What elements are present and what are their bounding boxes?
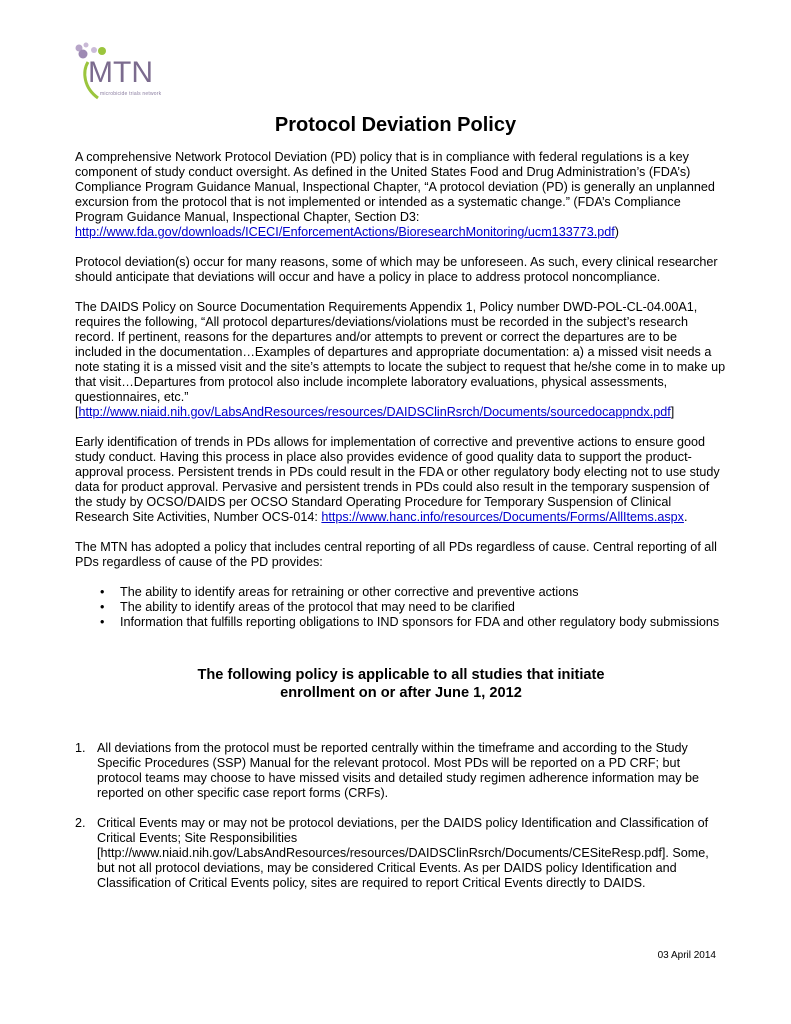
hanc-link[interactable]: https://www.hanc.info/resources/Documents/Forms/AllItems.aspx bbox=[321, 510, 684, 524]
paragraph-5: The MTN has adopted a policy that includes central reporting of all PDs regardless of cause. Central reporting of all PDs regardless of cause of the PD provides: bbox=[75, 540, 717, 569]
subheading-line-2: enrollment on or after June 1, 2012 bbox=[280, 685, 522, 701]
paragraph-2: Protocol deviation(s) occur for many reasons, some of which may be unforeseen. As such, every clinical researcher should anticipate that deviations will occur and have a policy in place to address protocol noncompliance. bbox=[75, 255, 718, 284]
list-item-text: The ability to identify areas for retraining or other corrective and preventive actions bbox=[120, 585, 579, 599]
paragraph-1-text: A comprehensive Network Protocol Deviation (PD) policy that is in compliance with federal regulations is a key component of study conduct oversight. As defined in the United States Food and Drug Administration’s (FDA’s) Compliance Program Guidance Manual, Inspectional Chapter, “A protocol deviation (PD) is generally an unplanned excursion from the protocol that is not implemented or intended as a systematic change.” (FDA’s Compliance Program Guidance Manual, Inspectional Chapter, Section D3: bbox=[75, 150, 715, 224]
paragraph-3-open-bracket: [ bbox=[75, 405, 79, 419]
list-item bbox=[75, 615, 727, 630]
numbered-item-text: All deviations from the protocol must be reported centrally within the timeframe and according to the Study Specific Procedures (SSP) Manual for the relevant protocol. Most PDs will be reported on a PD CRF; but protocol teams may choose to have missed visits and detailed study regimen adherence information may be reported on other specific case report forms (CRFs). bbox=[97, 741, 700, 800]
footer-date: 03 April 2014 bbox=[657, 950, 716, 961]
item-number: 1. bbox=[75, 741, 86, 755]
logo-subtitle: microbicide trials network bbox=[100, 91, 162, 97]
policy-subheading bbox=[75, 666, 727, 702]
paragraph-1-end: ) bbox=[614, 225, 619, 239]
paragraph-4-end: . bbox=[683, 510, 688, 524]
paragraph-1 bbox=[75, 150, 727, 240]
numbered-item bbox=[75, 816, 727, 891]
list-item-text: The ability to identify areas of the protocol that may need to be clarified bbox=[120, 600, 515, 614]
item-number: 2. bbox=[75, 816, 86, 830]
subheading-line-1: The following policy is applicable to all studies that initiate bbox=[197, 667, 605, 683]
bullet-icon: • bbox=[100, 615, 105, 629]
numbered-item bbox=[75, 741, 727, 801]
paragraph-3 bbox=[75, 300, 727, 420]
list-item bbox=[75, 585, 727, 600]
paragraph-4 bbox=[75, 435, 727, 525]
list-item bbox=[75, 600, 727, 615]
logo-text: MTN bbox=[88, 56, 153, 89]
niaid-sourcedoc-link[interactable]: http://www.niaid.nih.gov/LabsAndResources/resources/DAIDSClinRsrch/Documents/sourcedocappndx.pdf bbox=[78, 405, 671, 419]
document-body bbox=[75, 150, 727, 891]
bullet-icon: • bbox=[100, 585, 105, 599]
bullet-icon: • bbox=[100, 600, 105, 614]
benefit-list bbox=[75, 585, 727, 630]
numbered-item-text: Critical Events may or may not be protocol deviations, per the DAIDS policy Identification and Classification of Critical Events; Site Responsibilities [http://www.niaid.nih.gov/LabsAndResources/resources/DAIDSClinRsrch/Documents/CESiteResp.pdf]. Some, but not all protocol deviations, may be considered Critical Events. As per DAIDS policy Identification and Classification of Critical Events policy, sites are required to report Critical Events directly to DAIDS. bbox=[97, 816, 709, 890]
paragraph-3-text: The DAIDS Policy on Source Documentation Requirements Appendix 1, Policy number DWD-POL-CL-04.00A1, requires the following, “All protocol departures/deviations/violations must be recorded in the subject’s research record. If pertinent, reasons for the departures and/or attempts to prevent or correct the departures are to be included in the documentation…Examples of departures and appropriate documentation: a) a missed visit needs a note stating it is a missed visit and the site’s attempts to locate the subject to request that he/she come in to make up that visit…Departures from protocol also include incomplete laboratory evaluations, physical assessments, questionnaires, etc.” bbox=[75, 300, 726, 404]
paragraph-3-close-bracket: ] bbox=[670, 405, 675, 419]
list-item-text: Information that fulfills reporting obligations to IND sponsors for FDA and other regulatory body submissions bbox=[120, 615, 720, 629]
policy-numbered-list bbox=[75, 741, 727, 891]
page-title: Protocol Deviation Policy bbox=[274, 114, 517, 136]
fda-link[interactable]: http://www.fda.gov/downloads/ICECI/EnforcementActions/BioresearchMonitoring/ucm133773.pdf bbox=[75, 225, 615, 239]
paragraph-4-text: Early identification of trends in PDs allows for implementation of corrective and preventive actions to ensure good study conduct. Having this process in place also provides evidence of good quality data to support the product-approval process. Persistent trends in PDs could result in the FDA or other regulatory body electing not to use study data for product approval. Pervasive and persistent trends in PDs could also result in the temporary suspension of the study by OCSO/DAIDS per OCSO Standard Operating Procedure for Temporary Suspension of Clinical Research Site Activities, Number OCS-014: bbox=[75, 435, 720, 524]
